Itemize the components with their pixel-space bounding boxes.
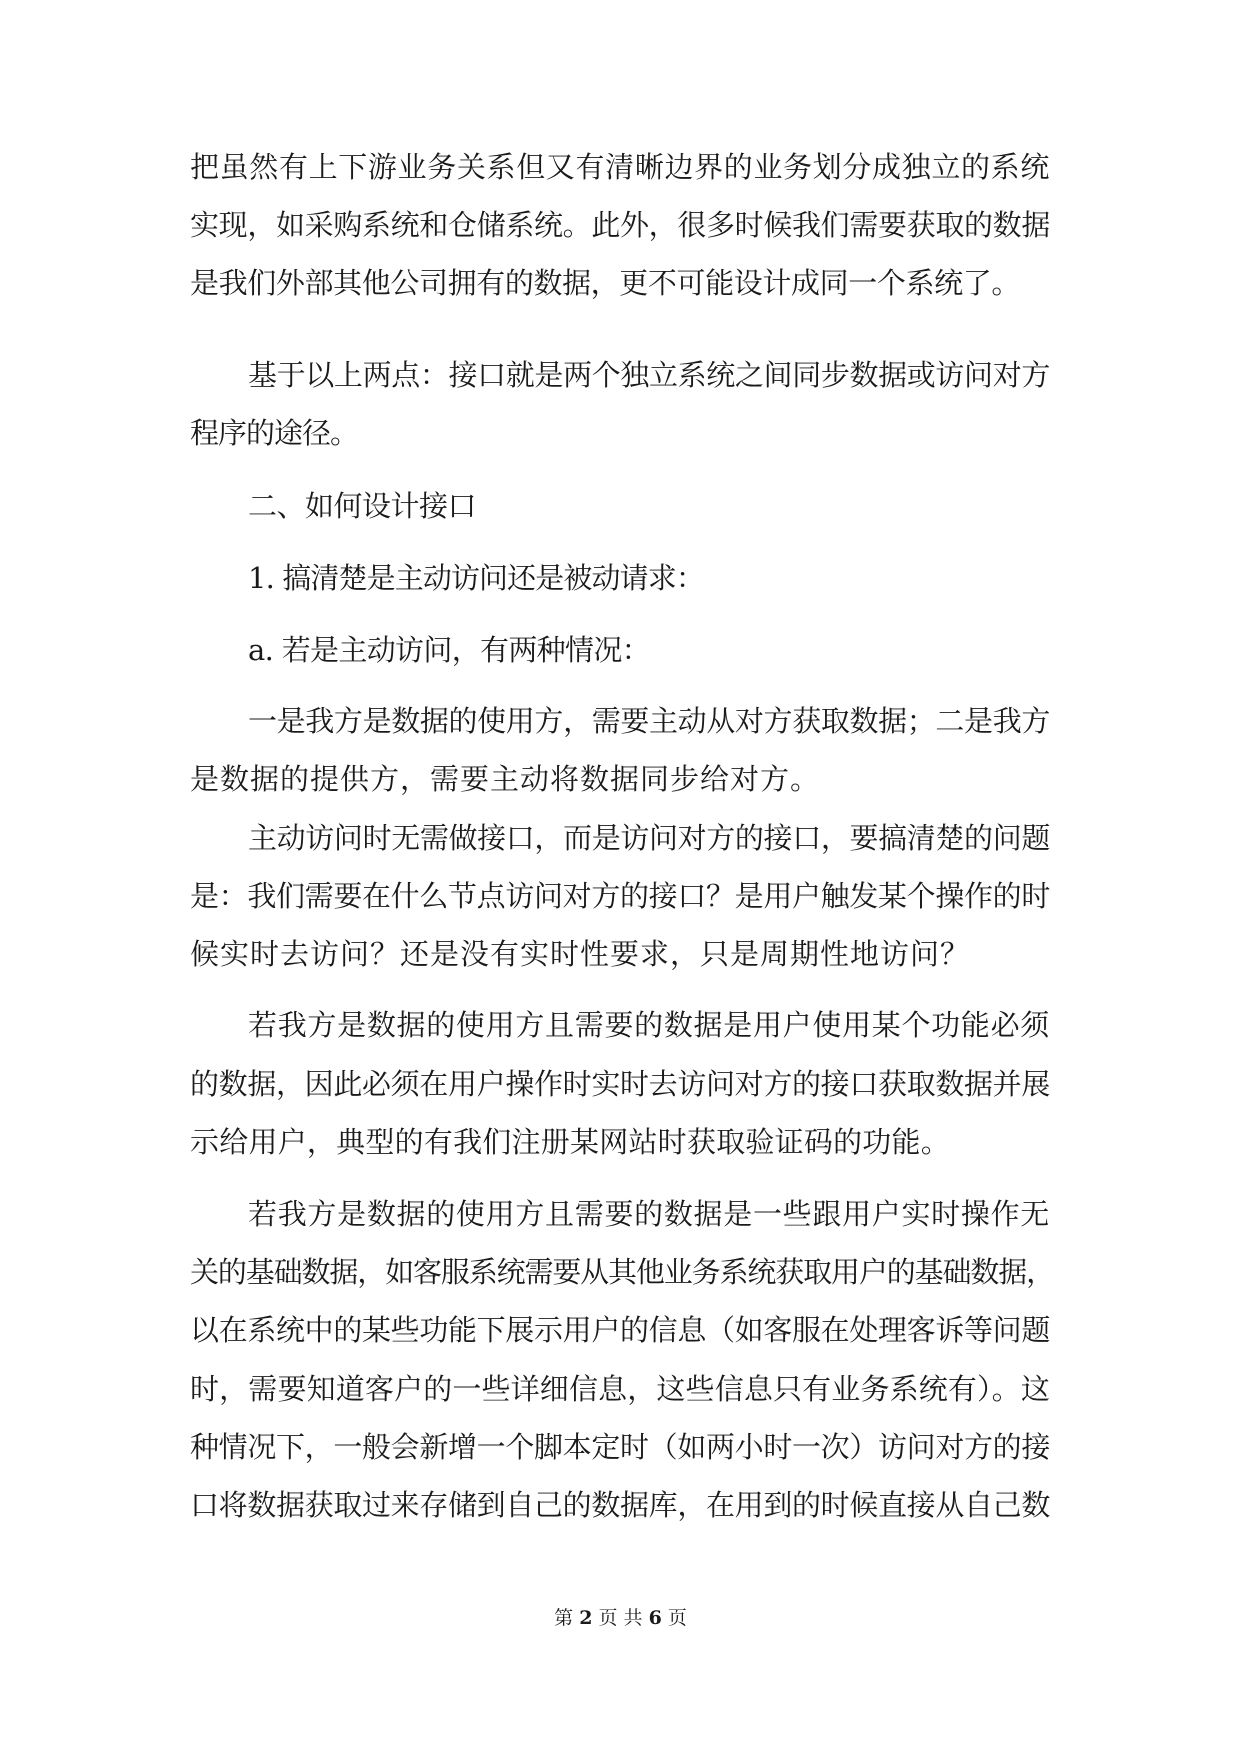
text-line-content: 若我方是数据的使用方且需要的数据是一些跟用户实时操作无: [248, 1197, 1050, 1231]
text-line: [0, 1005, 1241, 1045]
text-line: [0, 355, 1241, 395]
text-line: [0, 759, 1241, 799]
text-line-content: 主动访问时无需做接口，而是访问对方的接口，要搞清楚的问题: [248, 821, 1050, 855]
text-line: [0, 1122, 1241, 1162]
page-footer: [0, 1605, 1241, 1631]
text-line: [0, 1310, 1241, 1350]
text-line: [0, 1194, 1241, 1234]
text-line-content: 的数据，因此必须在用户操作时实时去访问对方的接口获取数据并展: [190, 1067, 1050, 1101]
list-item-text: a. 若是主动访问，有两种情况：: [248, 633, 650, 667]
footer-suffix: 页: [667, 1607, 687, 1629]
text-line-content: 种情况下，一般会新增一个脚本定时（如两小时一次）访问对方的接: [190, 1430, 1050, 1464]
text-line: [0, 876, 1241, 916]
text-line: [0, 1485, 1241, 1525]
text-line-content: 是：我们需要在什么节点访问对方的接口？是用户触发某个操作的时: [190, 879, 1050, 913]
text-line-content: 以在系统中的某些功能下展示用户的信息（如客服在处理客诉等问题: [190, 1313, 1050, 1347]
text-line-content: 实现，如采购系统和仓储系统。此外，很多时候我们需要获取的数据: [190, 208, 1050, 242]
text-line: [0, 818, 1241, 858]
text-line-content: 是数据的提供方，需要主动将数据同步给对方。: [190, 762, 820, 796]
text-line-content: 关的基础数据，如客服系统需要从其他业务系统获取用户的基础数据，: [190, 1255, 1054, 1289]
text-line: [0, 205, 1241, 245]
text-line: [0, 263, 1241, 303]
footer-prefix: 第: [554, 1607, 574, 1629]
text-line-content: 口将数据获取过来存储到自己的数据库，在用到的时候直接从自己数: [190, 1488, 1050, 1522]
text-line-content: 若我方是数据的使用方且需要的数据是用户使用某个功能必须: [248, 1008, 1050, 1042]
text-line-content: 示给用户，典型的有我们注册某网站时获取验证码的功能。: [190, 1125, 950, 1159]
text-line-content: 程序的途径。: [190, 416, 358, 450]
list-item: [0, 558, 1241, 598]
footer-middle: 页 共: [598, 1607, 643, 1629]
text-line: [0, 701, 1241, 741]
text-line-content: 候实时去访问？还是没有实时性要求，只是周期性地访问？: [190, 937, 970, 971]
text-line-content: 基于以上两点：接口就是两个独立系统之间同步数据或访问对方: [248, 358, 1050, 392]
section-heading-text: 二、如何设计接口: [248, 489, 476, 523]
list-item-text: 1. 搞清楚是主动访问还是被动请求：: [248, 561, 704, 595]
text-line: [0, 413, 1241, 453]
text-line: [0, 1252, 1241, 1292]
section-heading: [0, 486, 1241, 526]
text-line-content: 一是我方是数据的使用方，需要主动从对方获取数据；二是我方: [248, 704, 1050, 738]
text-line: [0, 147, 1241, 187]
text-line-content: 把虽然有上下游业务关系但又有清晰边界的业务划分成独立的系统: [190, 150, 1050, 184]
list-item: [0, 630, 1241, 670]
text-line: [0, 1369, 1241, 1409]
current-page-number: 2: [579, 1607, 593, 1629]
text-line-content: 是我们外部其他公司拥有的数据，更不可能设计成同一个系统了。: [190, 266, 1020, 300]
text-line: [0, 1427, 1241, 1467]
text-line: [0, 1064, 1241, 1104]
text-line-content: 时，需要知道客户的一些详细信息，这些信息只有业务系统有）。这: [190, 1372, 1050, 1406]
total-pages-number: 6: [648, 1607, 662, 1629]
text-line: [0, 934, 1241, 974]
